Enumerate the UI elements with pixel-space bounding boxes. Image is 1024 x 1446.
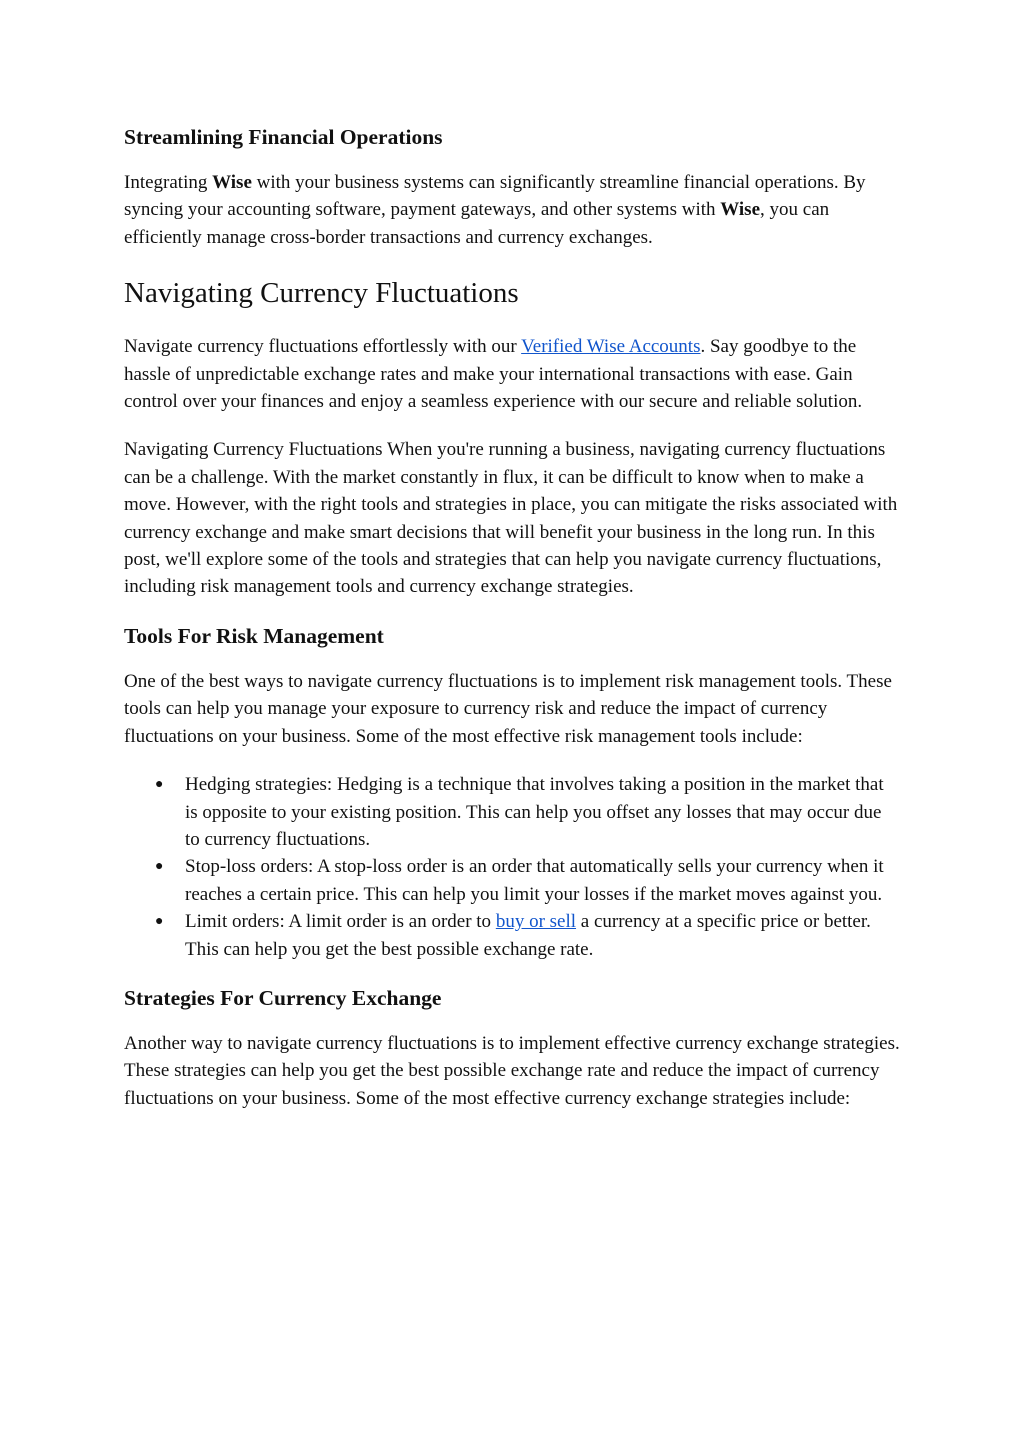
risk-management-tools-list [124, 771, 900, 963]
heading-streamlining-financial-operations: Streamlining Financial Operations [124, 125, 443, 149]
text-run: . Say goodbye to the hassle of unpredictable exchange rates and make your international transactions with ease. Gain control over your finances and enjoy a seamless experience with our secure and reliable solution. [124, 336, 863, 413]
list-item-hedging [124, 771, 900, 853]
list-item-limit-orders [124, 908, 900, 963]
paragraph-tools: One of the best ways to navigate currency fluctuations is to implement risk management tools. These tools can help you manage your exposure to currency risk and reduce the impact of currency fluctuations on your business. Some of the most effective risk management tools include: [124, 670, 892, 747]
bullet-icon: ● [155, 914, 164, 930]
text-run: Integrating [124, 172, 213, 193]
text-run: Navigate currency fluctuations effortlessly with our [124, 336, 522, 358]
buy-or-sell-link[interactable]: buy or sell [495, 911, 577, 933]
bold-wise: Wise [720, 199, 761, 221]
list-item-stop-loss [124, 853, 900, 908]
paragraph-navigating-intro [124, 333, 900, 415]
text-run: with your business systems can significantly streamline financial operations. By syncing your accounting software, payment gateways, and other systems with [124, 172, 866, 221]
text-run: a currency at a specific price or better. This can help you get the best possible exchange rate. [185, 911, 871, 960]
paragraph-streamlining [124, 169, 900, 251]
heading-strategies-for-currency-exchange: Strategies For Currency Exchange [124, 985, 442, 1010]
paragraph-navigating-body: Navigating Currency Fluctuations When you're running a business, navigating currency fluctuations can be a challenge. With the market constantly in flux, it can be difficult to know when to make a move. However, with the right tools and strategies in place, you can mitigate the risks associated with currency exchange and make smart decisions that will benefit your business in the long run. In this post, we'll explore some of the tools and strategies that can help you navigate currency fluctuations, including risk management tools and currency exchange strategies. [124, 439, 898, 598]
heading-tools-for-risk-management: Tools For Risk Management [124, 623, 384, 648]
paragraph-strategies: Another way to navigate currency fluctuations is to implement effective currency exchange strategies. These strategies can help you get the best possible exchange rate and reduce the impact of currency fluctuations on your business. Some of the most effective currency exchange strategies include: [124, 1032, 900, 1109]
heading-navigating-currency-fluctuations: Navigating Currency Fluctuations [124, 277, 519, 310]
list-item-text: Stop-loss orders: A stop-loss order is an order that automatically sells your currency when it reaches a certain price. This can help you limit your losses if the market moves against you. [185, 856, 884, 905]
text-run: Limit orders: A limit order is an order to [185, 911, 496, 933]
text-run: , you can efficiently manage cross-border transactions and currency exchanges. [124, 199, 830, 248]
verified-wise-accounts-link[interactable]: Verified Wise Accounts [521, 336, 701, 358]
bullet-icon: ● [155, 859, 164, 875]
bullet-icon: ● [155, 777, 164, 793]
list-item-text: Hedging strategies: Hedging is a technique that involves taking a position in the market that is opposite to your existing position. This can help you offset any losses that may occur due to currency fluctuations. [185, 774, 884, 850]
document-page [124, 120, 900, 1112]
bold-wise: Wise [212, 172, 252, 193]
